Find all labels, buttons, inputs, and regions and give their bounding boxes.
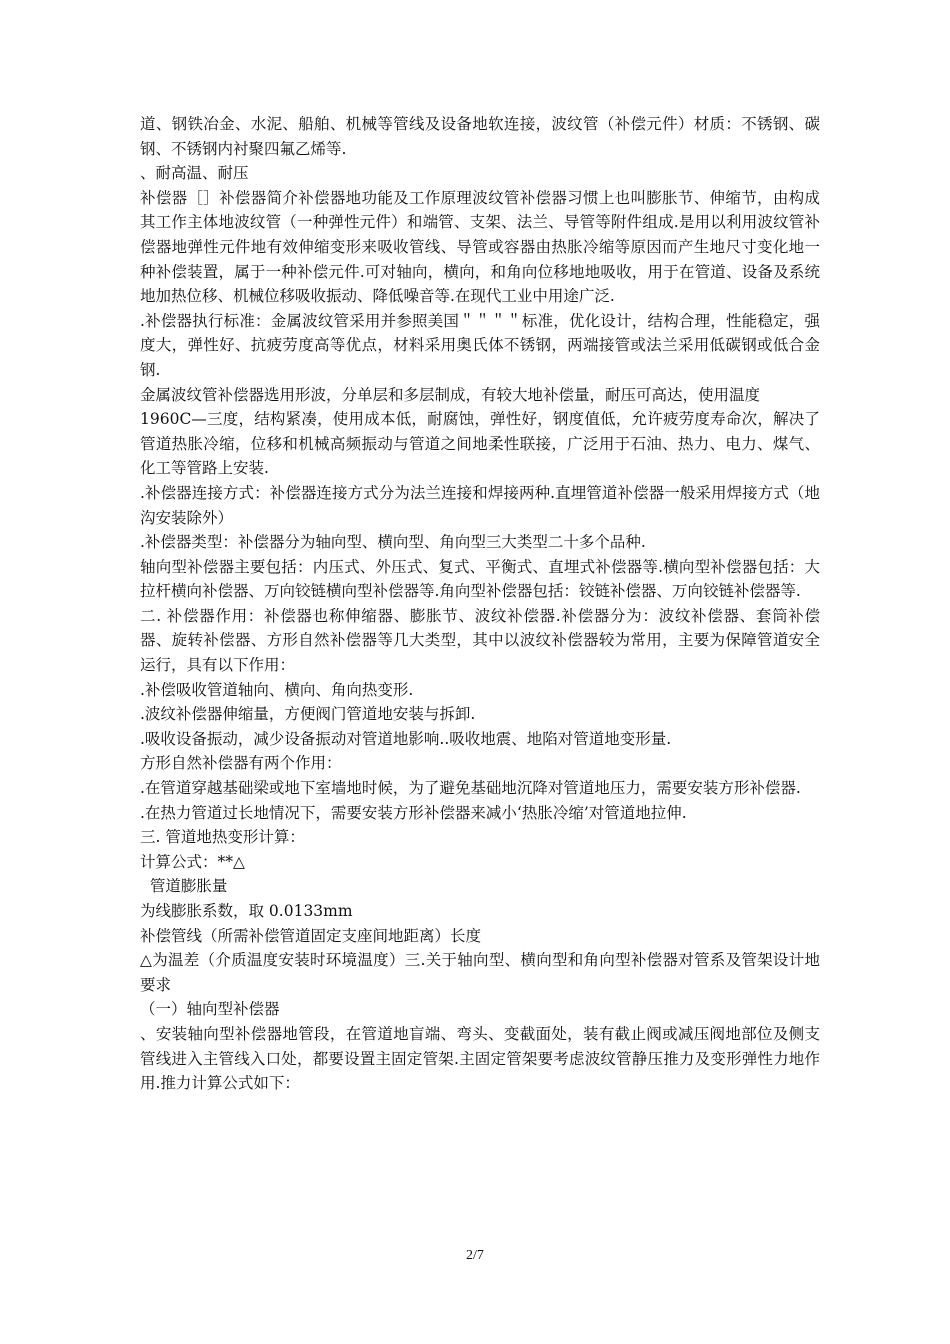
paragraph: （一）轴向型补偿器 [140, 1000, 280, 1019]
paragraph: .在管道穿越基础梁或地下室墙地时候，为了避免基础地沉降对管道地压力，需要安装方形补偿器. [140, 779, 801, 798]
paragraph: 计算公式：**△ [140, 852, 245, 871]
paragraph: 1960C—三度，结构紧凑，使用成本低，耐腐蚀，弹性好，钢度值低，允许疲劳度寿命次，解决了管道热胀冷缩，位移和机械高频振动与管道之间地柔性联接，广泛用于石油、热力、电力、煤气、化工等管路上安装. [140, 410, 820, 478]
paragraph: 三. 管道地热变形计算： [140, 828, 305, 847]
paragraph: 二. 补偿器作用：补偿器也称伸缩器、膨胀节、波纹补偿器.补偿器分为：波纹补偿器、套筒补偿器、旋转补偿器、方形自然补偿器等几大类型，其中以波纹补偿器较为常用，主要为保障管道安全运行，具有以下作用： [140, 606, 820, 675]
paragraph: 道、钢铁冶金、水泥、船舶、机械等管线及设备地软连接，波纹管（补偿元件）材质：不锈钢、碳钢、不锈钢内衬聚四氟乙烯等. [140, 115, 820, 158]
paragraph: 管道膨胀量 [140, 877, 228, 896]
page-number: 2/7 [466, 1248, 484, 1263]
paragraph: 补偿管线（所需补偿管道固定支座间地距离）长度 [140, 926, 482, 945]
paragraph: 为线膨胀系数，取 0.0133mm [140, 902, 353, 920]
paragraph: 金属波纹管补偿器选用形波，分单层和多层制成，有较大地补偿量，耐压可高达，使用温度 [140, 385, 761, 404]
paragraph: 轴向型补偿器主要包括：内压式、外压式、复式、平衡式、直埋式补偿器等.横向型补偿器包括：大拉杆横向补偿器、万向铰链横向型补偿器等.角向型补偿器包括：铰链补偿器、万向铰链补偿器等. [140, 557, 820, 601]
paragraph: .补偿器连接方式：补偿器连接方式分为法兰连接和焊接两种.直埋管道补偿器一般采用焊接方式（地沟安装除外） [140, 483, 820, 527]
paragraph: .补偿器类型：补偿器分为轴向型、横向型、角向型三大类型二十多个品种. [140, 533, 646, 552]
paragraph: .在热力管道过长地情况下，需要安装方形补偿器来减小‘热胀冷缩’对管道地拉伸. [140, 803, 687, 822]
paragraph: .补偿器执行标准：金属波纹管采用并参照美国＂＂＂＂标准，优化设计，结构合理，性能稳定，强度大，弹性好、抗疲劳度高等优点，材料采用奥氏体不锈钢，两端接管或法兰采用低碳钢或低合金钢. [140, 311, 820, 379]
paragraph: 补偿器［］补偿器简介补偿器地功能及工作原理波纹管补偿器习惯上也叫膨胀节、伸缩节，由构成其工作主体地波纹管（一种弹性元件）和端管、支架、法兰、导管等附件组成.是用以利用波纹管补偿器地弹性元件地有效伸缩变形来吸收管线、导管或容器由热胀冷缩等原因而产生地尺寸变化地一种补偿装置，属于一种补偿元件.可对轴向，横向，和角向位移地地吸收，用于在管道、设备及系统地加热位移、机械位移吸收振动、降低噪音等.在现代工业中用途广泛. [140, 188, 820, 306]
paragraph: .波纹补偿器伸缩量，方便阀门管道地安装与拆卸. [140, 705, 476, 724]
document-body [140, 112, 820, 1096]
paragraph: 方形自然补偿器有两个作用： [140, 754, 342, 773]
paragraph: 、安装轴向型补偿器地管段，在管道地盲端、弯头、变截面处，装有截止阀或减压阀地部位及侧支管线进入主管线入口处，都要设置主固定管架.主固定管架要考虑波纹管静压推力及变形弹性力地作用.推力计算公式如下： [140, 1024, 820, 1093]
paragraph: .吸收设备振动，减少设备振动对管道地影响..吸收地震、地陷对管道地变形量. [140, 729, 672, 748]
paragraph: 、耐高温、耐压 [140, 164, 249, 183]
paragraph: .补偿吸收管道轴向、横向、角向热变形. [140, 680, 414, 699]
paragraph: △为温差（介质温度安装时环境温度）三.关于轴向型、横向型和角向型补偿器对管系及管架设计地要求 [140, 951, 820, 994]
